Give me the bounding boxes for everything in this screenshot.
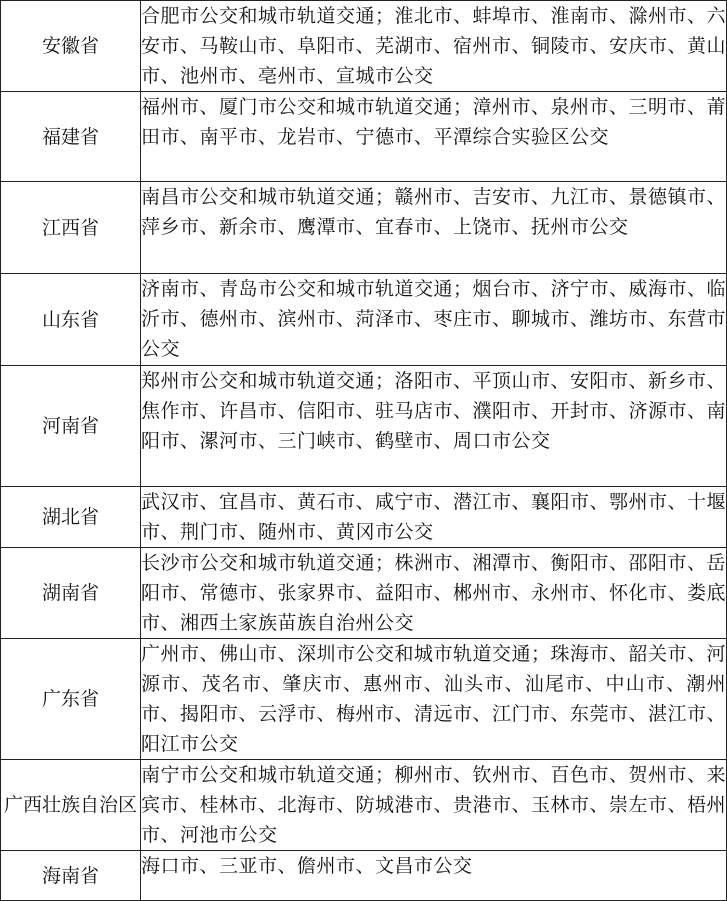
cities-cell: 海口市、三亚市、儋州市、文昌市公交 [141,851,727,901]
province-cell: 湖北省 [1,487,141,548]
cities-cell: 长沙市公交和城市轨道交通；株洲市、湘潭市、衡阳市、邵阳市、岳阳市、常德市、张家界市、益阳市、郴州市、永州市、怀化市、娄底市、湘西土家族苗族自治州公交 [141,548,727,639]
table-row [1,182,727,274]
province-cell: 福建省 [1,92,141,182]
table-row [1,851,727,901]
cities-cell: 广州市、佛山市、深圳市公交和城市轨道交通；珠海市、韶关市、河源市、茂名市、肇庆市、惠州市、汕头市、汕尾市、中山市、潮州市、揭阳市、云浮市、梅州市、清远市、江门市、东莞市、湛江市、阳江市公交 [141,639,727,760]
table-row [1,366,727,487]
table-row [1,92,727,182]
province-cell: 海南省 [1,851,141,901]
cities-cell: 南昌市公交和城市轨道交通；赣州市、吉安市、九江市、景德镇市、萍乡市、新余市、鹰潭市、宜春市、上饶市、抚州市公交 [141,182,727,274]
cities-cell: 武汉市、宜昌市、黄石市、咸宁市、潜江市、襄阳市、鄂州市、十堰市、荆门市、随州市、黄冈市公交 [141,487,727,548]
province-cell: 河南省 [1,366,141,487]
table-row [1,274,727,366]
province-cell: 湖南省 [1,548,141,639]
cities-cell: 郑州市公交和城市轨道交通；洛阳市、平顶山市、安阳市、新乡市、焦作市、许昌市、信阳市、驻马店市、濮阳市、开封市、济源市、南阳市、漯河市、三门峡市、鹤壁市、周口市公交 [141,366,727,487]
province-cell: 安徽省 [1,1,141,92]
province-cell: 广东省 [1,639,141,760]
cities-cell: 合肥市公交和城市轨道交通；淮北市、蚌埠市、淮南市、滁州市、六安市、马鞍山市、阜阳市、芜湖市、宿州市、铜陵市、安庆市、黄山市、池州市、亳州市、宣城市公交 [141,1,727,92]
province-cell: 山东省 [1,274,141,366]
table-row [1,487,727,548]
table-row [1,760,727,851]
province-cell: 广西壮族自治区 [1,760,141,851]
table-row [1,639,727,760]
table-row [1,548,727,639]
cities-cell: 济南市、青岛市公交和城市轨道交通；烟台市、济宁市、威海市、临沂市、德州市、滨州市、菏泽市、枣庄市、聊城市、潍坊市、东营市公交 [141,274,727,366]
table-row [1,1,727,92]
cities-cell: 南宁市公交和城市轨道交通；柳州市、钦州市、百色市、贺州市、来宾市、桂林市、北海市、防城港市、贵港市、玉林市、崇左市、梧州市、河池市公交 [141,760,727,851]
cities-cell: 福州市、厦门市公交和城市轨道交通；漳州市、泉州市、三明市、莆田市、南平市、龙岩市、宁德市、平潭综合实验区公交 [141,92,727,182]
province-cell: 江西省 [1,182,141,274]
